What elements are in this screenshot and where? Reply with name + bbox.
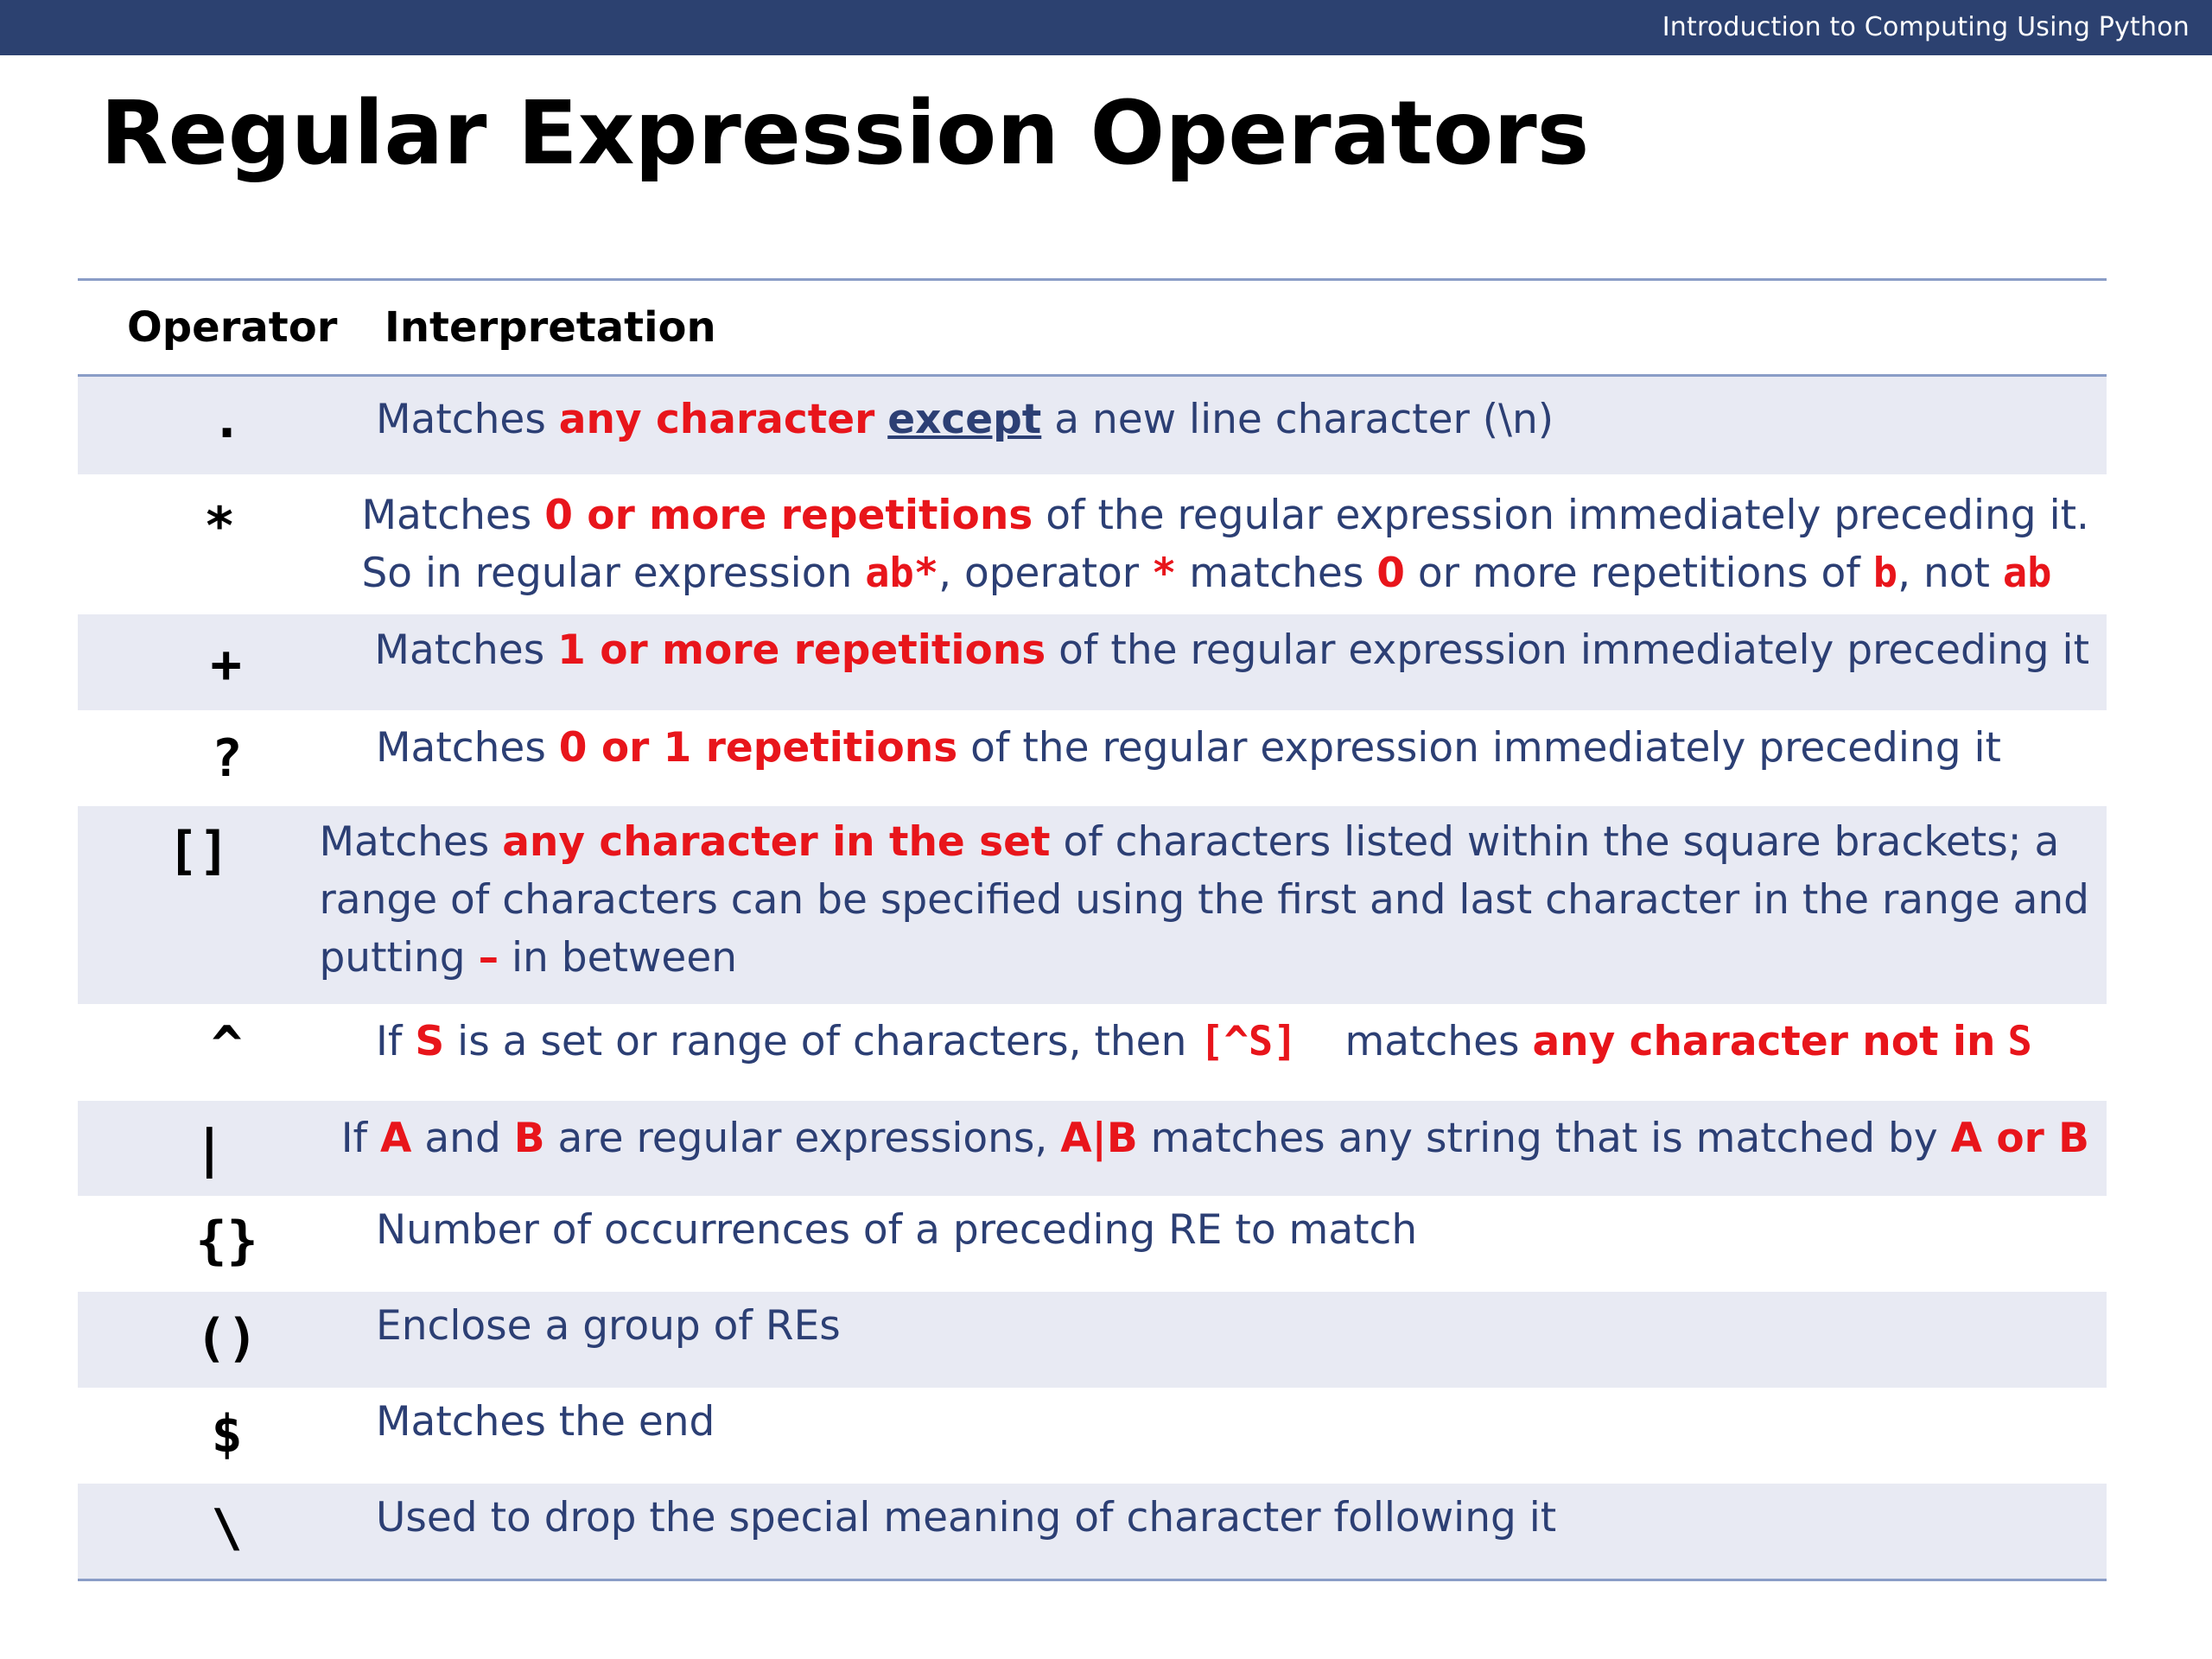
operator-cell: () xyxy=(195,1308,258,1369)
operator-cell: ^ xyxy=(211,1015,243,1076)
operator-cell: + xyxy=(210,634,242,695)
operator-cell: | xyxy=(194,1119,226,1179)
interpretation-cell: Enclose a group of REs xyxy=(376,1302,841,1350)
operator-cell: ? xyxy=(211,728,243,789)
table-row xyxy=(78,1388,2107,1484)
slide-title: Regular Expression Operators xyxy=(100,82,1590,185)
interpretation-cell: Matches 0 or more repetitions of the regular expression immediately preceding it. So in regular expression ab*, operator * matches 0 or more repetitions of b, not ab xyxy=(361,492,2089,597)
table-row xyxy=(78,1004,2107,1101)
operators-table xyxy=(78,278,2107,1581)
table-bottom-rule xyxy=(78,1579,2107,1581)
top-banner xyxy=(0,0,2212,55)
operator-cell: {} xyxy=(195,1211,258,1271)
operator-cell: . xyxy=(211,390,243,450)
table-row xyxy=(78,710,2107,806)
table-row xyxy=(78,377,2107,474)
operator-cell: $ xyxy=(211,1404,243,1465)
interpretation-cell: Number of occurrences of a preceding RE to match xyxy=(376,1206,1418,1254)
interpretation-cell: Matches the end xyxy=(376,1398,715,1446)
interpretation-cell: If S is a set or range of characters, then [^S] matches any character not in S xyxy=(376,1018,2032,1065)
operator-cell: * xyxy=(204,496,236,556)
interpretation-cell: Matches 1 or more repetitions of the regular expression immediately preceding it xyxy=(374,626,2089,674)
table-row xyxy=(78,1484,2107,1579)
operator-cell: [] xyxy=(167,821,230,881)
interpretation-cell: Matches any character in the set of characters listed within the square brackets; a range of characters can be specified using the first and last character in the range and putting – in between xyxy=(319,818,2089,982)
table-row xyxy=(78,614,2107,710)
table-row xyxy=(78,1292,2107,1388)
table-row xyxy=(78,474,2107,614)
header-interpretation: Interpretation xyxy=(385,303,716,352)
interpretation-cell: If A and B are regular expressions, A|B matches any string that is matched by A or B xyxy=(340,1115,2089,1162)
interpretation-cell: Matches any character except a new line character (\n) xyxy=(376,396,1554,443)
table-row xyxy=(78,1196,2107,1292)
interpretation-cell: Matches 0 or 1 repetitions of the regular expression immediately preceding it xyxy=(376,724,2001,772)
header-operator: Operator xyxy=(127,303,338,352)
table-row xyxy=(78,1101,2107,1196)
table-header xyxy=(78,281,2107,377)
operator-cell: \ xyxy=(211,1498,243,1559)
course-title: Introduction to Computing Using Python xyxy=(1662,12,2190,42)
interpretation-cell: Used to drop the special meaning of character following it xyxy=(376,1494,1557,1541)
table-row xyxy=(78,806,2107,1004)
